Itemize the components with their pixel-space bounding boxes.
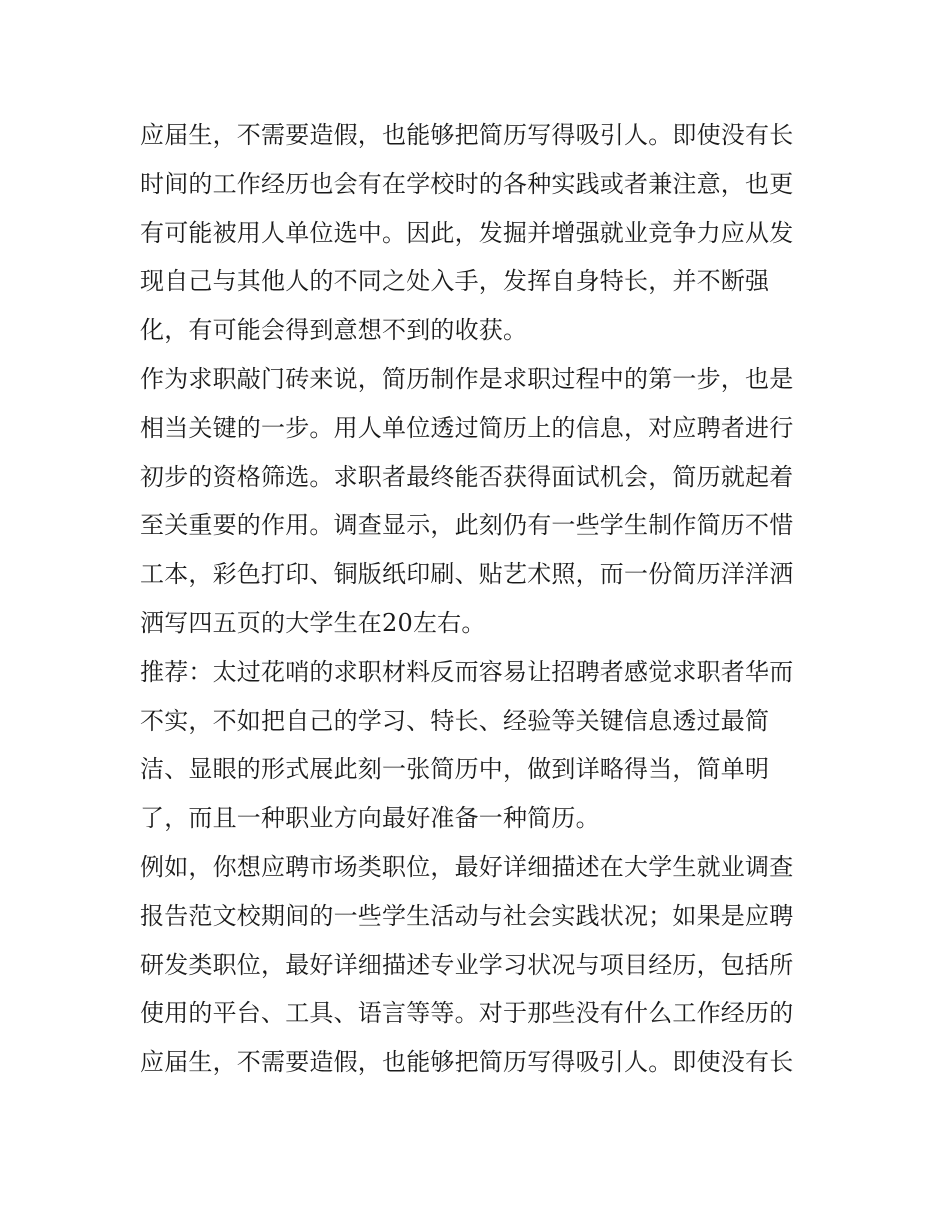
text-line: 初步的资格筛选。求职者最终能否获得面试机会，简历就起着 xyxy=(140,462,794,491)
text-line: 作为求职敲门砖来说，简历制作是求职过程中的第一步，也是 xyxy=(140,364,794,393)
paragraph-1 xyxy=(140,111,812,355)
text-line: 洒写四五页的大学生在20左右。 xyxy=(140,608,486,637)
text-line: 不实，不如把自己的学习、特长、经验等关键信息透过最简 xyxy=(140,706,770,735)
text-line: 了，而且一种职业方向最好准备一种简历。 xyxy=(140,804,600,833)
document-body xyxy=(140,111,812,1087)
text-line: 现自己与其他人的不同之处入手，发挥自身特长，并不断强 xyxy=(140,267,770,296)
text-line: 有可能被用人单位选中。因此，发掘并增强就业竞争力应从发 xyxy=(140,218,794,247)
text-line: 工本，彩色打印、铜版纸印刷、贴艺术照，而一份简历洋洋洒 xyxy=(140,560,794,589)
text-line: 例如，你想应聘市场类职位，最好详细描述在大学生就业调查 xyxy=(140,852,794,881)
paragraph-3 xyxy=(140,648,812,843)
text-line: 至关重要的作用。调查显示，此刻仍有一些学生制作简历不惜 xyxy=(140,511,794,540)
text-line: 相当关键的一步。用人单位透过简历上的信息，对应聘者进行 xyxy=(140,413,794,442)
text-line: 洁、显眼的形式展此刻一张简历中，做到详略得当，简单明 xyxy=(140,755,770,784)
text-line: 化，有可能会得到意想不到的收获。 xyxy=(140,316,528,345)
paragraph-4 xyxy=(140,843,812,1087)
text-line: 使用的平台、工具、语言等等。对于那些没有什么工作经历的 xyxy=(140,999,794,1028)
text-line: 报告范文校期间的一些学生活动与社会实践状况；如果是应聘 xyxy=(140,901,794,930)
paragraph-2 xyxy=(140,355,812,648)
text-line: 应届生，不需要造假，也能够把简历写得吸引人。即使没有长 xyxy=(140,1048,794,1077)
text-line: 研发类职位，最好详细描述专业学习状况与项目经历，包括所 xyxy=(140,950,794,979)
text-line: 时间的工作经历也会有在学校时的各种实践或者兼注意，也更 xyxy=(140,169,794,198)
text-line: 应届生，不需要造假，也能够把简历写得吸引人。即使没有长 xyxy=(140,121,794,149)
text-line: 推荐：太过花哨的求职材料反而容易让招聘者感觉求职者华而 xyxy=(140,657,794,686)
